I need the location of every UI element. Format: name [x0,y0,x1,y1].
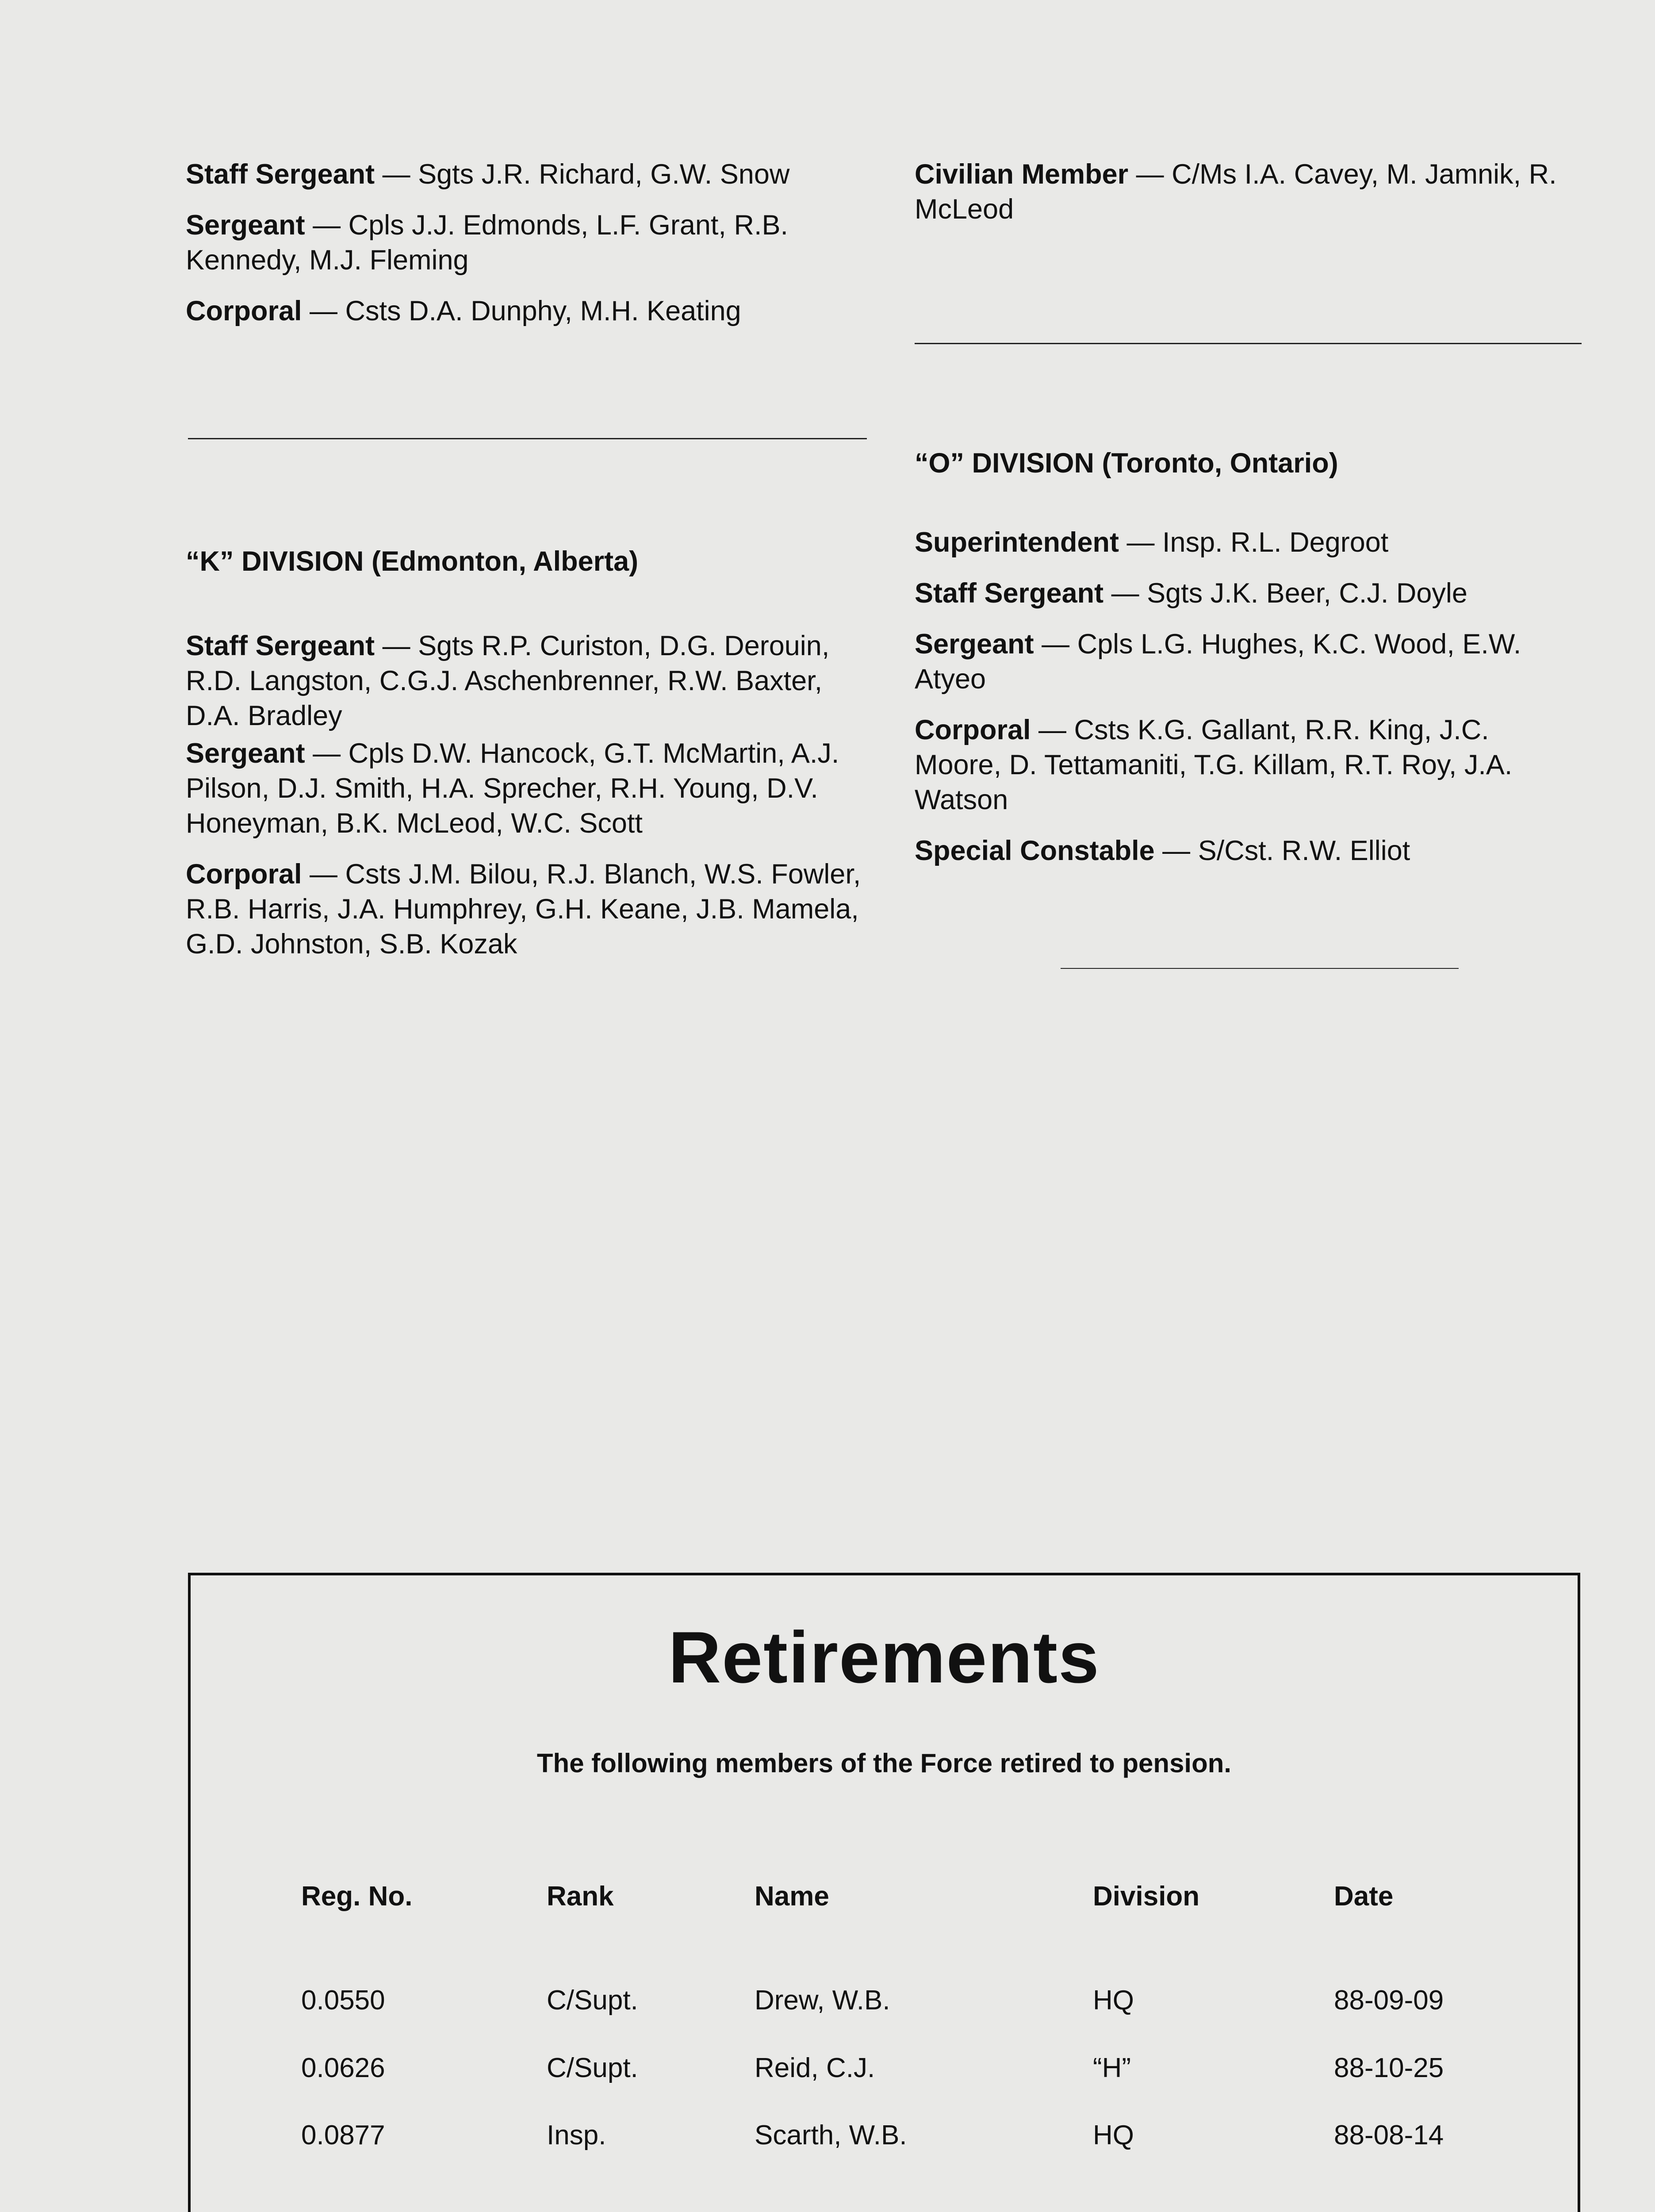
retirements-box [188,1573,1580,2212]
sergeant-entry: Sergeant — Cpls J.J. Edmonds, L.F. Grant, R.B. Kennedy, M.J. Fleming [186,210,788,276]
cell-division: “H” [1093,2053,1131,2083]
cell-reg-no: 0.0550 [301,1985,385,2016]
cell-division: HQ [1093,2120,1134,2151]
corporal-entry: Corporal — Csts D.A. Dunphy, M.H. Keating [186,296,741,326]
header-reg-no: Reg. No. [301,1881,413,1912]
right-column [915,157,1582,243]
section-divider [915,343,1582,344]
o-staff-sergeant-entry: Staff Sergeant — Sgts J.K. Beer, C.J. Doyle [915,578,1467,609]
o-special-constable-entry: Special Constable — S/Cst. R.W. Elliot [915,835,1410,866]
cell-rank: C/Supt. [547,1985,638,2016]
o-division-section [915,446,1582,884]
header-rank: Rank [547,1881,614,1912]
k-staff-sergeant-entry: Staff Sergeant — Sgts R.P. Curiston, D.G. Derouin, R.D. Langston, C.G.J. Aschenbrenner, R.W. Baxter, D.A. Bradley [186,630,830,731]
cell-name: Drew, W.B. [755,1985,890,2016]
o-superintendent-entry: Superintendent — Insp. R.L. Degroot [915,527,1389,558]
retirements-title: Retirements [668,1617,1100,1698]
left-column [186,157,869,345]
cell-reg-no: 0.0877 [301,2120,385,2151]
header-date: Date [1334,1881,1394,1912]
retirements-subtitle: The following members of the Force retired to pension. [536,1748,1232,1778]
k-corporal-entry: Corporal — Csts J.M. Bilou, R.J. Blanch, W.S. Fowler, R.B. Harris, J.A. Humphrey, G.H. Keane, J.B. Mamela, G.D. Johnston, S.B. Kozak [186,859,861,960]
header-division: Division [1093,1881,1200,1912]
cell-rank: Insp. [547,2120,606,2151]
cell-reg-no: 0.0626 [301,2053,385,2083]
header-name: Name [755,1881,829,1912]
staff-sergeant-entry: Staff Sergeant — Sgts J.R. Richard, G.W. Snow [186,159,790,190]
k-sergeant-entry: Sergeant — Cpls D.W. Hancock, G.T. McMartin, A.J. Pilson, D.J. Smith, H.A. Sprecher, R.H. Young, D.V. Honeyman, B.K. McLeod, W.C. Scott [186,738,839,839]
cell-division: HQ [1093,1985,1134,2016]
short-divider [1061,968,1459,969]
cell-date: 88-10-25 [1334,2053,1444,2083]
cell-date: 88-08-14 [1334,2120,1444,2151]
o-division-heading: “O” DIVISION (Toronto, Ontario) [915,448,1338,479]
o-sergeant-entry: Sergeant — Cpls L.G. Hughes, K.C. Wood, E.W. Atyeo [915,629,1521,695]
cell-name: Scarth, W.B. [755,2120,907,2151]
o-corporal-entry: Corporal — Csts K.G. Gallant, R.R. King, J.C. Moore, D. Tettamaniti, T.G. Killam, R.T. Roy, J.A. Watson [915,714,1513,815]
section-divider [188,438,867,439]
cell-name: Reid, C.J. [755,2053,875,2083]
cell-date: 88-09-09 [1334,1985,1444,2016]
cell-rank: C/Supt. [547,2053,638,2083]
civilian-member-entry: Civilian Member — C/Ms I.A. Cavey, M. Jamnik, R. McLeod [915,159,1557,225]
k-division-heading: “K” DIVISION (Edmonton, Alberta) [186,546,639,577]
k-division-section [186,544,869,978]
